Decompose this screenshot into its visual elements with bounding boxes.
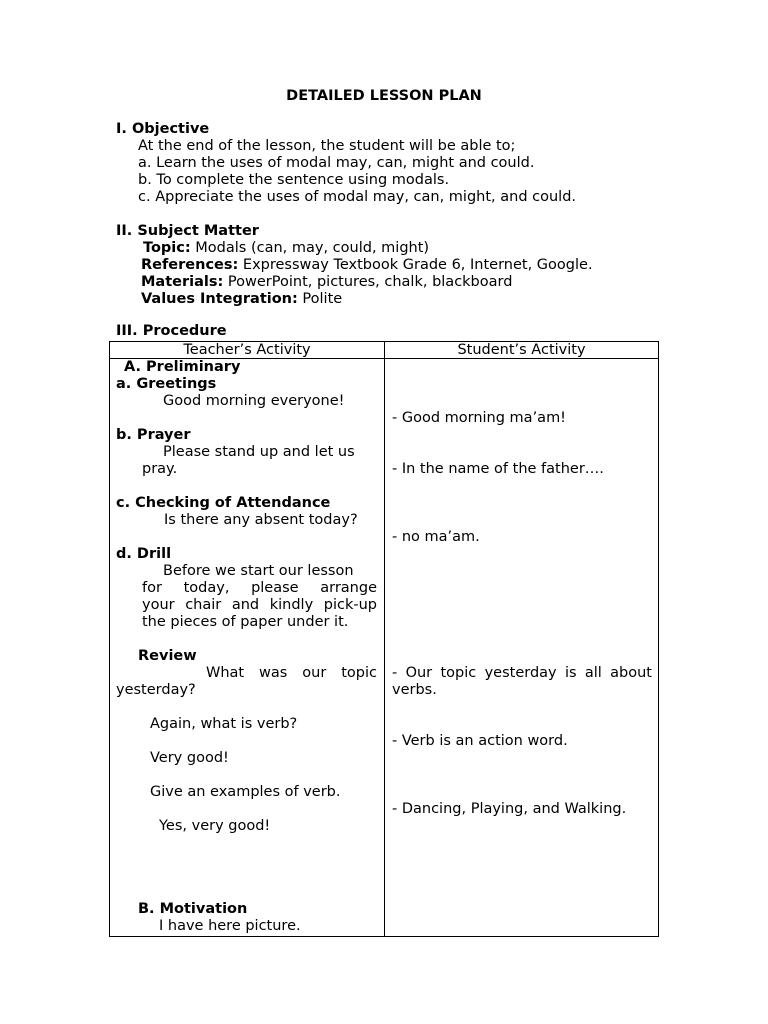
objective-intro: At the end of the lesson, the student will be able to; [138, 138, 516, 154]
attendance-reply: - no ma’am. [392, 529, 480, 545]
page-title: DETAILED LESSON PLAN [286, 88, 482, 104]
student-activity-header: Student’s Activity [385, 342, 659, 359]
very-good-text: Very good! [150, 750, 229, 766]
references-value: Expressway Textbook Grade 6, Internet, Google. [238, 257, 593, 273]
drill-line-2 [142, 580, 377, 597]
yes-very-good-text: Yes, very good! [159, 818, 271, 834]
procedure-heading: III. Procedure [116, 323, 227, 339]
drill-line-1-text: Before we start our lesson [163, 563, 354, 579]
materials-label: Materials: [141, 274, 224, 290]
again-question: Again, what is verb? [150, 716, 298, 732]
objective-item-c: c. Appreciate the uses of modal may, can, might, and could. [138, 189, 577, 205]
values-line [141, 291, 342, 308]
drill-line-3 [142, 597, 377, 614]
topic-value: Modals (can, may, could, might) [190, 240, 430, 256]
topic-label: Topic: [143, 240, 191, 256]
review-reply-2: verbs. [392, 682, 437, 698]
greetings-heading: a. Greetings [116, 376, 217, 392]
examples-reply: - Dancing, Playing, and Walking. [392, 801, 627, 817]
teacher-activity-header: Teacher’s Activity [110, 342, 385, 359]
greetings-text: Good morning everyone! [163, 393, 345, 409]
attendance-text: Is there any absent today? [164, 512, 358, 528]
drill-line-1 [163, 563, 377, 580]
topic-line [143, 240, 429, 257]
review-heading: Review [138, 648, 197, 664]
greeting-reply: - Good morning ma’am! [392, 410, 566, 426]
prayer-reply: - In the name of the father…. [392, 461, 604, 477]
prayer-heading: b. Prayer [116, 427, 191, 443]
review-line-2: yesterday? [116, 682, 196, 698]
materials-line [141, 274, 512, 291]
drill-line-3-text: your chair and kindly pick-up [142, 597, 377, 613]
verb-reply: - Verb is an action word. [392, 733, 568, 749]
materials-value: PowerPoint, pictures, chalk, blackboard [223, 274, 513, 290]
references-label: References: [141, 257, 239, 273]
references-line [141, 257, 593, 274]
motivation-heading: B. Motivation [138, 901, 248, 917]
prayer-text-1: Please stand up and let us [163, 444, 355, 460]
drill-line-2-text: for today, please arrange [142, 580, 377, 596]
values-value: Polite [297, 291, 343, 307]
review-line-1 [206, 665, 377, 682]
values-label: Values Integration: [141, 291, 298, 307]
review-line-1-text: What was our topic [206, 665, 377, 681]
objective-item-a: a. Learn the uses of modal may, can, might and could. [138, 155, 535, 171]
objective-item-b: b. To complete the sentence using modals. [138, 172, 450, 188]
motivation-text: I have here picture. [159, 918, 301, 934]
preliminary-heading: A. Preliminary [124, 359, 241, 375]
teacher-activity-cell [110, 359, 385, 937]
subject-matter-heading: II. Subject Matter [116, 223, 259, 239]
student-activity-cell [385, 359, 659, 937]
drill-line-4: the pieces of paper under it. [142, 614, 349, 630]
review-reply-1 [392, 665, 652, 682]
prayer-text-2: pray. [142, 461, 178, 477]
attendance-heading: c. Checking of Attendance [116, 495, 331, 511]
objective-heading: I. Objective [116, 121, 210, 137]
review-reply-1-text: - Our topic yesterday is all about [392, 665, 652, 681]
drill-heading: d. Drill [116, 546, 172, 562]
examples-question: Give an examples of verb. [150, 784, 341, 800]
procedure-table [109, 341, 659, 937]
